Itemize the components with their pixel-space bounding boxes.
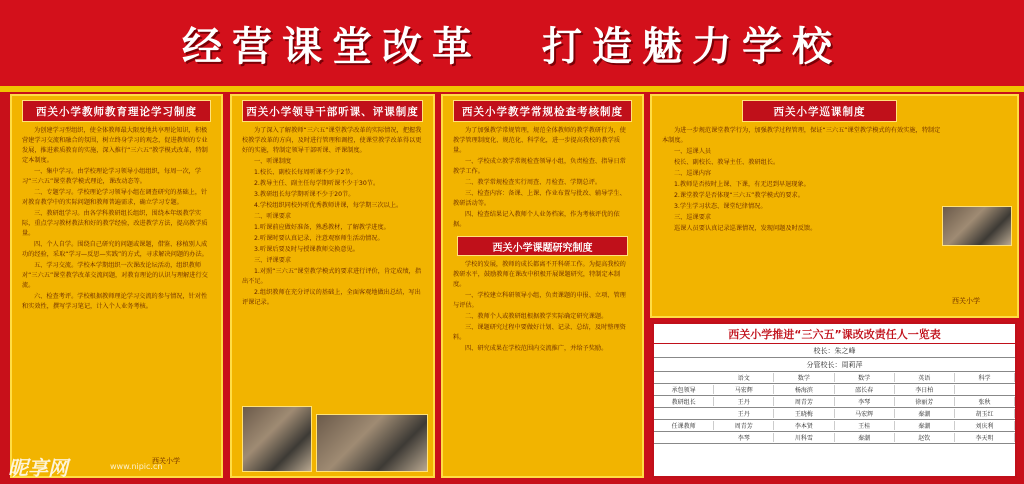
paragraph: 三、巡课要求: [674, 214, 712, 221]
subsection-title-text: 西关小学课题研究制度: [492, 242, 593, 254]
table-cell: 马宏辉: [835, 409, 895, 418]
panel-body: [453, 126, 632, 230]
vice-principal-line: 分管校长：周莉萍: [654, 358, 1015, 372]
table-cell: 科学: [955, 373, 1015, 382]
principal-line: 校长：朱之峰: [654, 344, 1015, 358]
paragraph: 学校的发展，教师的成长都离不开科研工作。为提高我校的教研水平，鼓励教师在课改中积极开展课题研究，特制定本制度。: [453, 261, 626, 288]
table-cell: 张秋: [955, 397, 1015, 406]
paragraph: 2.听课时要认真记录，注意观察师生活动情况。: [254, 235, 384, 242]
paragraph: 2.组织教师在充分评议的基础上，全面客观地做出总结，写出评课记录。: [242, 289, 421, 306]
paragraph: 2.教导主任、副主任每学期听课不少于30节。: [254, 180, 380, 187]
table-cell: 李本贤: [774, 421, 834, 430]
paragraph: 一、学校建立科研领导小组，负责课题的申报、立项、管理与评估。: [453, 292, 626, 309]
paragraph: 二、教学常规检查实行周查、月检查、学期总评。: [465, 179, 602, 186]
panel-title: [242, 100, 423, 122]
panel-lesson-observation: [230, 94, 435, 478]
table-cell: 数学: [835, 373, 895, 382]
responsibility-table: [652, 322, 1017, 478]
paragraph: 1.校长、副校长每周听课不少于2节。: [254, 169, 357, 176]
paragraph: 三、检查内容：备课、上课、作业布置与批改、辅导学生、教研活动等。: [453, 190, 626, 207]
table-cell: 周青芳: [774, 397, 834, 406]
paragraph: 3.学生学习状态、课堂纪律情况。: [674, 203, 767, 210]
paragraph: 为了深入了解教师“三六五”课堂教学改革的实际情况，把握我校教学改革的方向，及时进行管理和调控，使课堂教学改革得以更好的实施，特制定领导干部听课、评课制度。: [242, 127, 422, 154]
table-cell: 数学: [774, 373, 834, 382]
watermark-id: ID:20100425 No:20...: [913, 458, 1010, 468]
paragraph: 3.教研组长每学期听课不少于20节。: [254, 191, 355, 198]
table-cell: 赵钦: [895, 433, 955, 442]
classroom-photo: [316, 414, 428, 472]
paragraph: 三、课题研究过程中要做好计划、记录、总结，及时整理资料。: [453, 324, 626, 341]
paragraph: 巡课人员要认真记录巡课情况，发现问题及时反馈。: [674, 225, 817, 232]
paragraph: 为创建学习型组织，使全体教师最大限度地共享理论知识，积极营建学习交流和融合的氛围，树立终身学习的观念，促进教师的专业发展，推进素质教育的实施，深入推行“三六五”教学模式改革，特制定本制度。: [22, 127, 208, 164]
table-cell: 承包领导: [654, 385, 714, 394]
paragraph: 三、教研组学习。由各学科教研组长组织，围绕本年级教学实际，重点学习教材教法和好的教学经验，改进教学方法，提高教学质量。: [22, 210, 208, 237]
table-cell: 王丹: [714, 397, 774, 406]
paragraph: 一、巡课人员: [674, 148, 712, 155]
paragraph: 六、检查考评。学校根据教师理论学习交流的参与情况，针对性和实效性，撰写学习笔记，计入个人业务考核。: [22, 293, 208, 310]
panel-routine-inspection: [441, 94, 644, 478]
table-cell: 教研组长: [654, 397, 714, 406]
paragraph: 二、巡课内容: [674, 170, 712, 177]
paragraph: 五、学习交流。学校本学期组织一次课改论坛活动，组织教师对“三六五”课堂教学改革交流问题，对教育理论的认识与理解进行交流。: [22, 262, 208, 289]
paragraph: 2.课堂教学是否体现“三六五”教学模式的要求。: [674, 192, 804, 199]
table-cell: 秦潮: [895, 409, 955, 418]
paragraph: 校长、副校长、教导主任、教研组长。: [674, 159, 780, 166]
table-cell: 邵长春: [835, 385, 895, 394]
paragraph: 1.教师是否按时上课、下课，有无迟到早退现象。: [674, 181, 810, 188]
table-header-row: [654, 372, 1015, 384]
paragraph: 二、教师个人或教研组根据教学实际确定研究课题。: [465, 313, 608, 320]
table-cell: 王丹: [714, 409, 774, 418]
paragraph: 二、听课要求: [254, 213, 292, 220]
paragraph: 四、研究成果在学校范围内交流推广，并给予奖励。: [465, 345, 608, 352]
signature: 西关小学: [952, 297, 980, 305]
table-cell: 秦潮: [835, 433, 895, 442]
paragraph: 一、学校成立教学常规检查领导小组，负责检查、指导日常教学工作。: [453, 158, 626, 175]
table-cell: 英语: [895, 373, 955, 382]
watermark-url: www.nipic.cn: [110, 462, 163, 471]
yellow-stripe: [0, 86, 1024, 92]
table-cell: 川科雪: [774, 433, 834, 442]
paragraph: 一、听课制度: [254, 158, 292, 165]
table-cell: 王晓梅: [774, 409, 834, 418]
table-row: [654, 420, 1015, 432]
banner-title: [0, 0, 1024, 86]
table-cell: 李琴: [714, 433, 774, 442]
panel-patrol: [650, 94, 1019, 318]
paragraph: 为了加强教学常规管理，规范全体教师的教学教研行为，使教学管理制度化、规范化、科学化，进一步提高我校的教学质量。: [453, 127, 626, 154]
table-cell: 徐丽芳: [895, 397, 955, 406]
table-cell: 杨海滨: [774, 385, 834, 394]
panel-title: [22, 100, 211, 122]
panel-body: [22, 126, 211, 312]
panel-title: [742, 100, 897, 122]
table-cell: 语文: [714, 373, 774, 382]
panel-title-text: 西关小学领导干部听课、评课制度: [246, 105, 419, 118]
table-cell: 秦潮: [895, 421, 955, 430]
paragraph: 为进一步规范课堂教学行为，加强教学过程管理，保证“三六五”课堂教学模式的有效实施，特制定本制度。: [662, 127, 941, 144]
table-row: [654, 384, 1015, 396]
classroom-photo: [242, 406, 312, 472]
table-cell: 马宏辉: [714, 385, 774, 394]
table-cell: 李天明: [955, 433, 1015, 442]
paragraph: 4.学校组织同校外听优秀教师讲课，每学期三次以上。: [254, 202, 403, 209]
panel-title-text: 西关小学巡课制度: [773, 105, 866, 118]
table-row: [654, 432, 1015, 444]
subsection-title: [457, 236, 628, 256]
panel-body: [242, 126, 423, 308]
table-cell: 李琴: [835, 397, 895, 406]
table-row: [654, 408, 1015, 420]
table-cell: 胡玉红: [955, 409, 1015, 418]
panel-title-text: 西关小学教学常规检查考核制度: [462, 105, 623, 118]
hallway-photo: [942, 206, 1012, 246]
paragraph: 二、专题学习。学校理论学习领导小组在调查研究的基础上，针对教育教学中的实际问题和教师普遍需求，确立学习专题。: [22, 189, 208, 206]
table-cell: 周青芳: [714, 421, 774, 430]
signature: 西关小学: [152, 457, 180, 465]
paragraph: 3.听课后要及时与授课教师交换意见。: [254, 246, 359, 253]
table-title: 西关小学推进“三六五”课改改责任人一览表: [654, 324, 1015, 344]
panel-title-text: 西关小学教师教育理论学习制度: [36, 105, 197, 118]
watermark-logo: 昵享网: [8, 456, 68, 480]
panel-body: [662, 126, 942, 234]
paragraph: 四、个人自学。围绕自己研究的问题或课题，借鉴、移植别人成功的经验，采取“学习—反思—实践”的方式，寻求解决问题的办法。: [22, 241, 208, 258]
table-cell: 任课教师: [654, 421, 714, 430]
paragraph: 一、集中学习。由学校理论学习领导小组组织，每周一次，学习“三六五”课堂教学模式理论，课改动态等。: [22, 168, 202, 185]
paragraph: 1.听课前应做好准备，熟悉教材，了解教学进度。: [254, 224, 390, 231]
paragraph: 四、检查结果记入教师个人业务档案，作为考核评优的依据。: [453, 211, 620, 228]
table-cell: 王桂: [835, 421, 895, 430]
paragraph: 1.对照“三六五”课堂教学模式的要求进行评价，肯定成绩，指出不足。: [242, 268, 422, 285]
panel-title: [453, 100, 632, 122]
paragraph: 三、评课要求: [254, 257, 292, 264]
subsection-body: [453, 260, 632, 354]
banner-title-right: 打造魅力学校: [542, 23, 842, 70]
table-cell: 李日柏: [895, 385, 955, 394]
banner-title-left: 经营课堂改革: [182, 23, 482, 70]
table-cell: 刘庆利: [955, 421, 1015, 430]
panel-theory-study: [10, 94, 223, 478]
table-row: [654, 396, 1015, 408]
